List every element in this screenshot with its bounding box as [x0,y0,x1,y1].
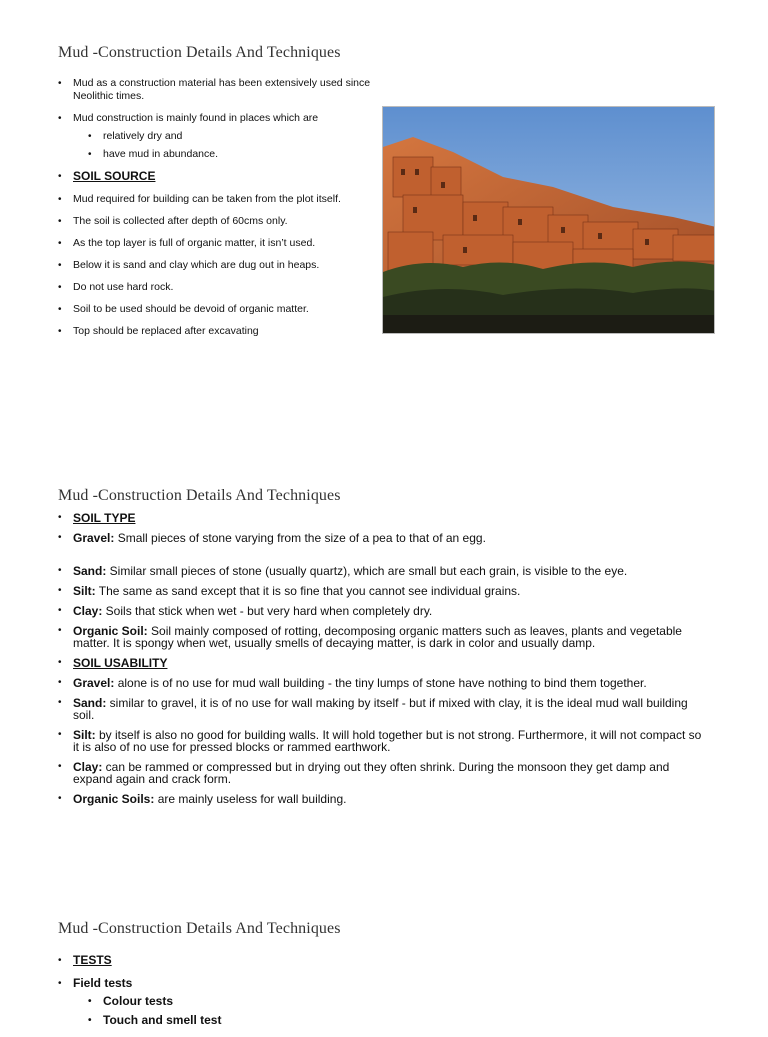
list-item: • Do not use hard rock. [58,281,398,294]
term: Organic Soils: [73,792,155,806]
definition: Similar small pieces of stone (usually quartz), which are small but each grain, is visible to the eye. [106,564,628,578]
list-item-text: Mud construction is mainly found in places which are [73,112,319,124]
list-item [58,793,708,805]
soil-usability-heading-text: SOIL USABILITY [73,656,168,670]
slide1-bullet-list [58,77,398,347]
soil-source-heading [58,170,398,184]
list-item [58,605,708,617]
slide2-bullet-list [58,512,708,813]
term: Sand: [73,696,107,710]
slide3-bullet-list [58,954,221,1037]
list-item: • Mud required for building can be taken from the plot itself. [58,193,398,206]
slide1-title: Mud -Construction Details And Techniques [58,44,341,61]
definition: Soil mainly composed of rotting, decomposing organic matters such as leaves, plants and vegetable matter. It is spongy when wet, usually smells of decaying matter, is dark in color and usually damp. [73,624,682,650]
term: Clay: [73,604,103,618]
definition: are mainly useless for wall building. [154,792,347,806]
tests-heading-text: TESTS [73,953,112,967]
list-item: • Below it is sand and clay which are dug out in heaps. [58,259,398,272]
definition: alone is of no use for mud wall building - the tiny lumps of stone have nothing to bind them together. [114,676,647,690]
field-tests-label: Field tests [73,976,133,990]
list-item [58,532,708,544]
list-item [58,585,708,597]
list-item [58,697,708,721]
definition: The same as sand except that it is so fine that you cannot see individual grains. [95,584,521,598]
soil-source-heading-text: SOIL SOURCE [73,169,156,183]
list-item: • Top should be replaced after excavating [58,325,398,338]
definition: Small pieces of stone varying from the size of a pea to that of an egg. [114,531,486,545]
list-item [58,977,221,1027]
list-item [58,112,398,161]
list-item [58,625,708,649]
sub-list-item: • relatively dry and [73,130,398,143]
definition: similar to gravel, it is of no use for wall making by itself - but if mixed with clay, it is the ideal mud wall building soil. [73,696,688,722]
term: Gravel: [73,676,115,690]
list-item [58,729,708,753]
term: Silt: [73,584,96,598]
soil-type-heading [58,512,708,524]
list-item [58,761,708,785]
definition: Soils that stick when wet - but very hard when completely dry. [102,604,433,618]
definition: by itself is also no good for building walls. It will hold together but is not strong. Furthermore, it will not compact so it is also of no use for pressed blocks or rammed earthwork. [73,728,702,754]
sub-list-item: • have mud in abundance. [73,148,398,161]
list-item: • As the top layer is full of organic matter, it isn’t used. [58,237,398,250]
soil-type-heading-text: SOIL TYPE [73,511,136,525]
list-item: • Mud as a construction material has been extensively used since Neolithic times. [58,77,398,103]
soil-usability-heading [58,657,708,669]
sub-list [73,130,398,161]
slide2-title: Mud -Construction Details And Techniques [58,487,341,504]
term: Sand: [73,564,107,578]
list-item: • Soil to be used should be devoid of organic matter. [58,303,398,316]
tests-heading [58,954,221,967]
term: Gravel: [73,531,115,545]
term: Silt: [73,728,96,742]
mud-village-photo [382,106,715,334]
list-item [58,677,708,689]
definition: can be rammed or compressed but in drying out they often shrink. During the monsoon they get damp and expand again and crack form. [73,760,670,786]
term: Clay: [73,760,103,774]
sub-list-item: • Colour tests [73,995,221,1008]
list-item [58,565,708,577]
sub-list-item: • Touch and smell test [73,1014,221,1027]
slide3-title: Mud -Construction Details And Techniques [58,920,341,937]
sub-list [73,995,221,1027]
term: Organic Soil: [73,624,148,638]
list-item: • The soil is collected after depth of 60cms only. [58,215,398,228]
